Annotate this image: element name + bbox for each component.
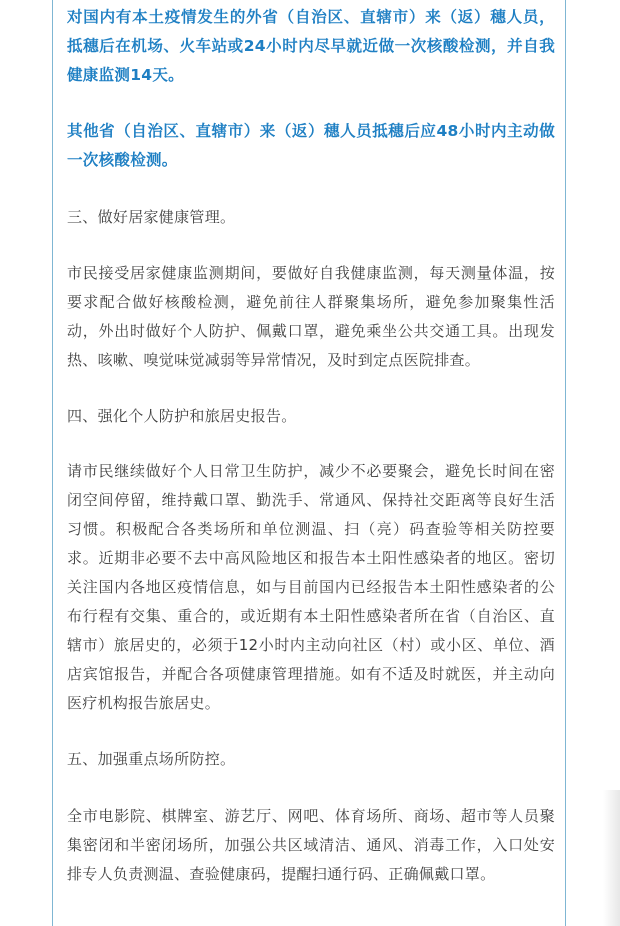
article-body [67, 3, 555, 889]
paragraph-home-health-monitoring: 市民接受居家健康监测期间，要做好自我健康监测，每天测量体温，按要求配合做好核酸检测，避免前往人群聚集场所，避免参加聚集性活动，外出时做好个人防护、佩戴口罩，避免乘坐公共交通工具。出现发热、咳嗽、嗅觉味觉减弱等异常情况，及时到定点医院排查。 [67, 264, 555, 369]
paragraph-key-venues: 全市电影院、棋牌室、游艺厅、网吧、体育场所、商场、超市等人员聚集密闭和半密闭场所，加强公共区域清洁、通风、消毒工作，入口处安排专人负责测温、查验健康码，提醒扫通行码、正确佩戴口罩。 [67, 807, 555, 883]
section-heading-home-health: 三、做好居家健康管理。 [67, 208, 236, 226]
highlight-paragraph-outbreak-provinces: 对国内有本土疫情发生的外省（自治区、直辖市）来（返）穗人员，抵穗后在机场、火车站或24小时内尽早就近做一次核酸检测，并自我健康监测14天。 [67, 8, 555, 84]
right-frame-line [565, 0, 566, 926]
section-heading-personal-protection: 四、强化个人防护和旅居史报告。 [67, 407, 297, 425]
highlight-paragraph-other-provinces: 其他省（自治区、直辖市）来（返）穗人员抵穗后应48小时内主动做一次核酸检测。 [67, 122, 555, 169]
section-heading-key-venues: 五、加强重点场所防控。 [67, 750, 236, 768]
right-edge-shadow [603, 790, 620, 926]
paragraph-personal-protection: 请市民继续做好个人日常卫生防护，减少不必要聚会，避免长时间在密闭空间停留，维持戴口罩、勤洗手、常通风、保持社交距离等良好生活习惯。积极配合各类场所和单位测温、扫（亮）码查验等相关防控要求。近期非必要不去中高风险地区和报告本土阳性感染者的地区。密切关注国内各地区疫情信息，如与目前国内已经报告本土阳性感染者的公布行程有交集、重合的，或近期有本土阳性感染者所在省（自治区、直辖市）旅居史的，必须于12小时内主动向社区（村）或小区、单位、酒店宾馆报告，并配合各项健康管理措施。如有不适及时就医，并主动向医疗机构报告旅居史。 [67, 462, 555, 712]
left-frame-line [52, 0, 53, 926]
